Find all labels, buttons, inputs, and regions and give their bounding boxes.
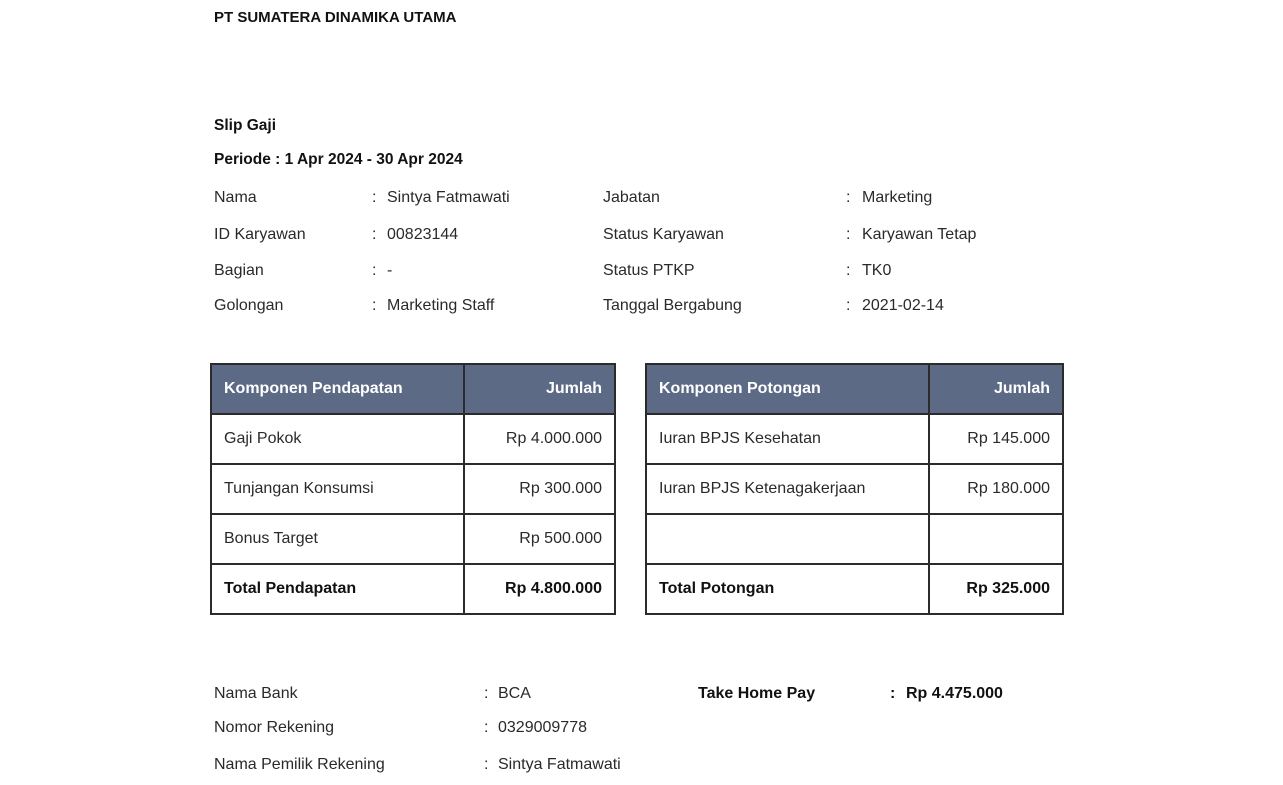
info-colon: : <box>846 262 851 279</box>
info-value: Sintya Fatmawati <box>387 189 510 206</box>
info-value: - <box>387 262 393 279</box>
info-colon: : <box>372 262 377 279</box>
bank-colon: : <box>484 685 489 702</box>
total-row <box>211 564 615 614</box>
info-label: Nama <box>214 189 257 206</box>
info-value: 2021-02-14 <box>862 297 944 314</box>
table-header-row <box>211 364 615 414</box>
earning-amount: Rp 500.000 <box>464 514 615 564</box>
info-label: Jabatan <box>603 189 660 206</box>
deduction-amount: Rp 180.000 <box>929 464 1063 514</box>
info-label: Status PTKP <box>603 262 695 279</box>
take-home-pay-value: Rp 4.475.000 <box>906 685 1003 702</box>
info-value: TK0 <box>862 262 892 279</box>
table-row <box>211 464 615 514</box>
total-earnings-label: Total Pendapatan <box>211 564 464 614</box>
pay-period: Periode : 1 Apr 2024 - 30 Apr 2024 <box>214 151 463 168</box>
info-label: Golongan <box>214 297 284 314</box>
info-label: ID Karyawan <box>214 226 306 243</box>
slip-title: Slip Gaji <box>214 117 277 134</box>
deductions-table <box>645 363 1064 615</box>
info-colon: : <box>372 226 377 243</box>
take-home-pay-colon: : <box>890 685 896 702</box>
column-header-amount: Jumlah <box>464 364 615 414</box>
bank-value: Sintya Fatmawati <box>498 756 621 773</box>
table-row <box>646 514 1063 564</box>
info-value: Karyawan Tetap <box>862 226 977 243</box>
column-header-component: Komponen Potongan <box>646 364 929 414</box>
earning-name: Gaji Pokok <box>211 414 464 464</box>
table-row <box>211 414 615 464</box>
bank-value: BCA <box>498 685 531 702</box>
info-label: Bagian <box>214 262 264 279</box>
table-row <box>646 414 1063 464</box>
info-value: Marketing <box>862 189 933 206</box>
company-name: PT SUMATERA DINAMIKA UTAMA <box>214 9 457 26</box>
info-colon: : <box>846 297 851 314</box>
bank-label: Nama Pemilik Rekening <box>214 756 385 773</box>
info-colon: : <box>846 226 851 243</box>
bank-colon: : <box>484 756 489 773</box>
bank-value: 0329009778 <box>498 719 587 736</box>
earning-amount: Rp 300.000 <box>464 464 615 514</box>
info-label: Tanggal Bergabung <box>603 297 742 314</box>
deduction-amount <box>929 514 1063 564</box>
deduction-amount: Rp 145.000 <box>929 414 1063 464</box>
info-label: Status Karyawan <box>603 226 724 243</box>
table-row <box>211 514 615 564</box>
deduction-name: Iuran BPJS Kesehatan <box>646 414 929 464</box>
deduction-name: Iuran BPJS Ketenagakerjaan <box>646 464 929 514</box>
earnings-table <box>210 363 616 615</box>
info-value: 00823144 <box>387 226 459 243</box>
info-colon: : <box>372 297 377 314</box>
bank-label: Nomor Rekening <box>214 719 335 736</box>
total-deductions-label: Total Potongan <box>646 564 929 614</box>
total-earnings-amount: Rp 4.800.000 <box>464 564 615 614</box>
bank-colon: : <box>484 719 489 736</box>
column-header-amount: Jumlah <box>929 364 1063 414</box>
take-home-pay-label: Take Home Pay <box>698 685 816 702</box>
info-colon: : <box>846 189 851 206</box>
table-header-row <box>646 364 1063 414</box>
deduction-name <box>646 514 929 564</box>
info-colon: : <box>372 189 377 206</box>
total-deductions-amount: Rp 325.000 <box>929 564 1063 614</box>
table-row <box>646 464 1063 514</box>
earning-name: Tunjangan Konsumsi <box>211 464 464 514</box>
earning-name: Bonus Target <box>211 514 464 564</box>
earning-amount: Rp 4.000.000 <box>464 414 615 464</box>
info-value: Marketing Staff <box>387 297 495 314</box>
total-row <box>646 564 1063 614</box>
column-header-component: Komponen Pendapatan <box>211 364 464 414</box>
bank-label: Nama Bank <box>214 685 298 702</box>
